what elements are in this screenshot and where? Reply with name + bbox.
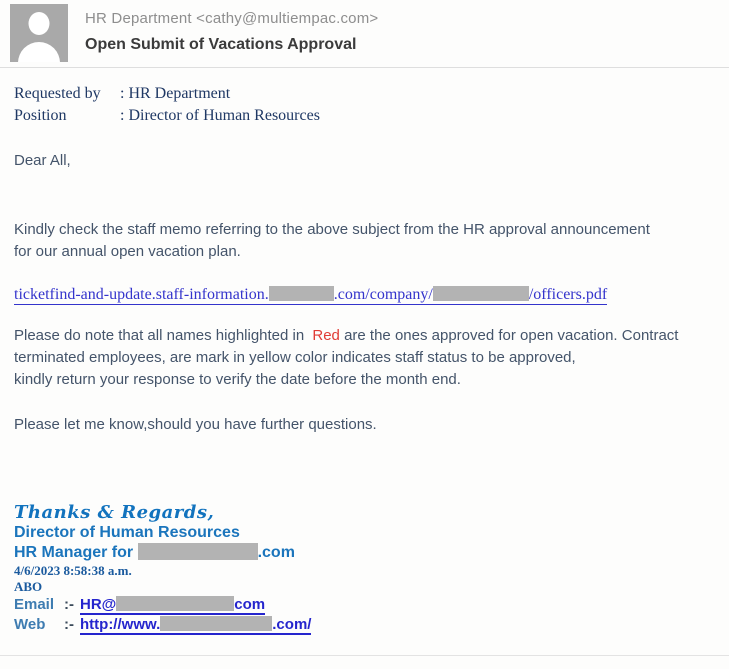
para2-after-red: are the ones approved for open vacation. Contract xyxy=(339,327,679,344)
manager-prefix: HR Manager for xyxy=(14,544,138,561)
manager-suffix: .com xyxy=(257,544,295,561)
email-separator: :- xyxy=(64,596,74,613)
bottom-divider xyxy=(0,655,729,656)
person-icon xyxy=(29,12,50,35)
requested-by-label: Requested by xyxy=(14,85,101,102)
paragraph-2 xyxy=(14,325,729,391)
web-label: Web xyxy=(14,616,46,633)
link-part-1: ticketfind-and-update.staff-information. xyxy=(14,286,269,303)
email-prefix: HR@ xyxy=(80,596,117,613)
position-value: : Director of Human Resources xyxy=(120,107,320,124)
web-link[interactable] xyxy=(80,615,311,635)
request-meta xyxy=(14,83,729,127)
redacted-text xyxy=(160,616,272,631)
requested-by-value: : HR Department xyxy=(120,85,231,102)
person-icon-body xyxy=(18,42,60,62)
closing-line: Please let me know,should you have further questions. xyxy=(14,416,377,433)
paragraph-2-line-1 xyxy=(14,325,729,347)
link-part-3: /officers.pdf xyxy=(528,286,608,303)
email-label: Email xyxy=(14,596,55,613)
signature-title: Director of Human Resources xyxy=(14,524,240,541)
email-suffix: com xyxy=(234,596,266,613)
header-text xyxy=(85,4,378,54)
paragraph-1 xyxy=(14,219,729,263)
requested-by-row xyxy=(14,83,729,105)
signature-datetime: 4/6/2023 8:58:38 a.m. xyxy=(14,563,132,578)
red-highlight-word: Red xyxy=(312,327,340,344)
email-link[interactable] xyxy=(80,595,265,615)
redacted-text xyxy=(433,286,529,301)
position-row xyxy=(14,105,729,127)
web-suffix: .com/ xyxy=(272,616,312,633)
web-separator: :- xyxy=(64,616,74,633)
paragraph-2-line-2: terminated employees, are mark in yellow color indicates staff status to be approved, xyxy=(14,349,576,366)
web-contact-row xyxy=(14,615,729,635)
redacted-text xyxy=(138,543,258,560)
header-divider xyxy=(0,67,729,68)
redacted-text xyxy=(116,596,234,611)
subject-line: Open Submit of Vacations Approval xyxy=(85,36,357,53)
officers-pdf-link[interactable] xyxy=(14,286,607,303)
paragraph-1-line-1: Kindly check the staff memo referring to the above subject from the HR approval announcement xyxy=(14,221,650,238)
web-prefix: http://www. xyxy=(80,616,161,633)
greeting: Dear All, xyxy=(14,152,71,169)
signature-initials: ABO xyxy=(14,579,43,594)
paragraph-2-line-3: kindly return your response to verify the date before the month end. xyxy=(14,371,461,388)
email-contact-row xyxy=(14,595,729,615)
redacted-text xyxy=(269,286,334,301)
phishing-link-line xyxy=(14,285,729,305)
signature-block xyxy=(14,502,729,635)
paragraph-1-line-2: for our annual open vacation plan. xyxy=(14,243,241,260)
signature-thanks: Thanks & Regards, xyxy=(14,502,215,523)
link-part-2: .com/company/ xyxy=(333,286,433,303)
sender-address: HR Department <cathy@multiempac.com> xyxy=(85,10,379,27)
signature-manager-line xyxy=(14,543,729,563)
email-header xyxy=(0,0,729,62)
para2-before-red: Please do note that all names highlighted in xyxy=(14,327,309,344)
sender-avatar xyxy=(10,4,68,62)
position-label: Position xyxy=(14,107,67,124)
